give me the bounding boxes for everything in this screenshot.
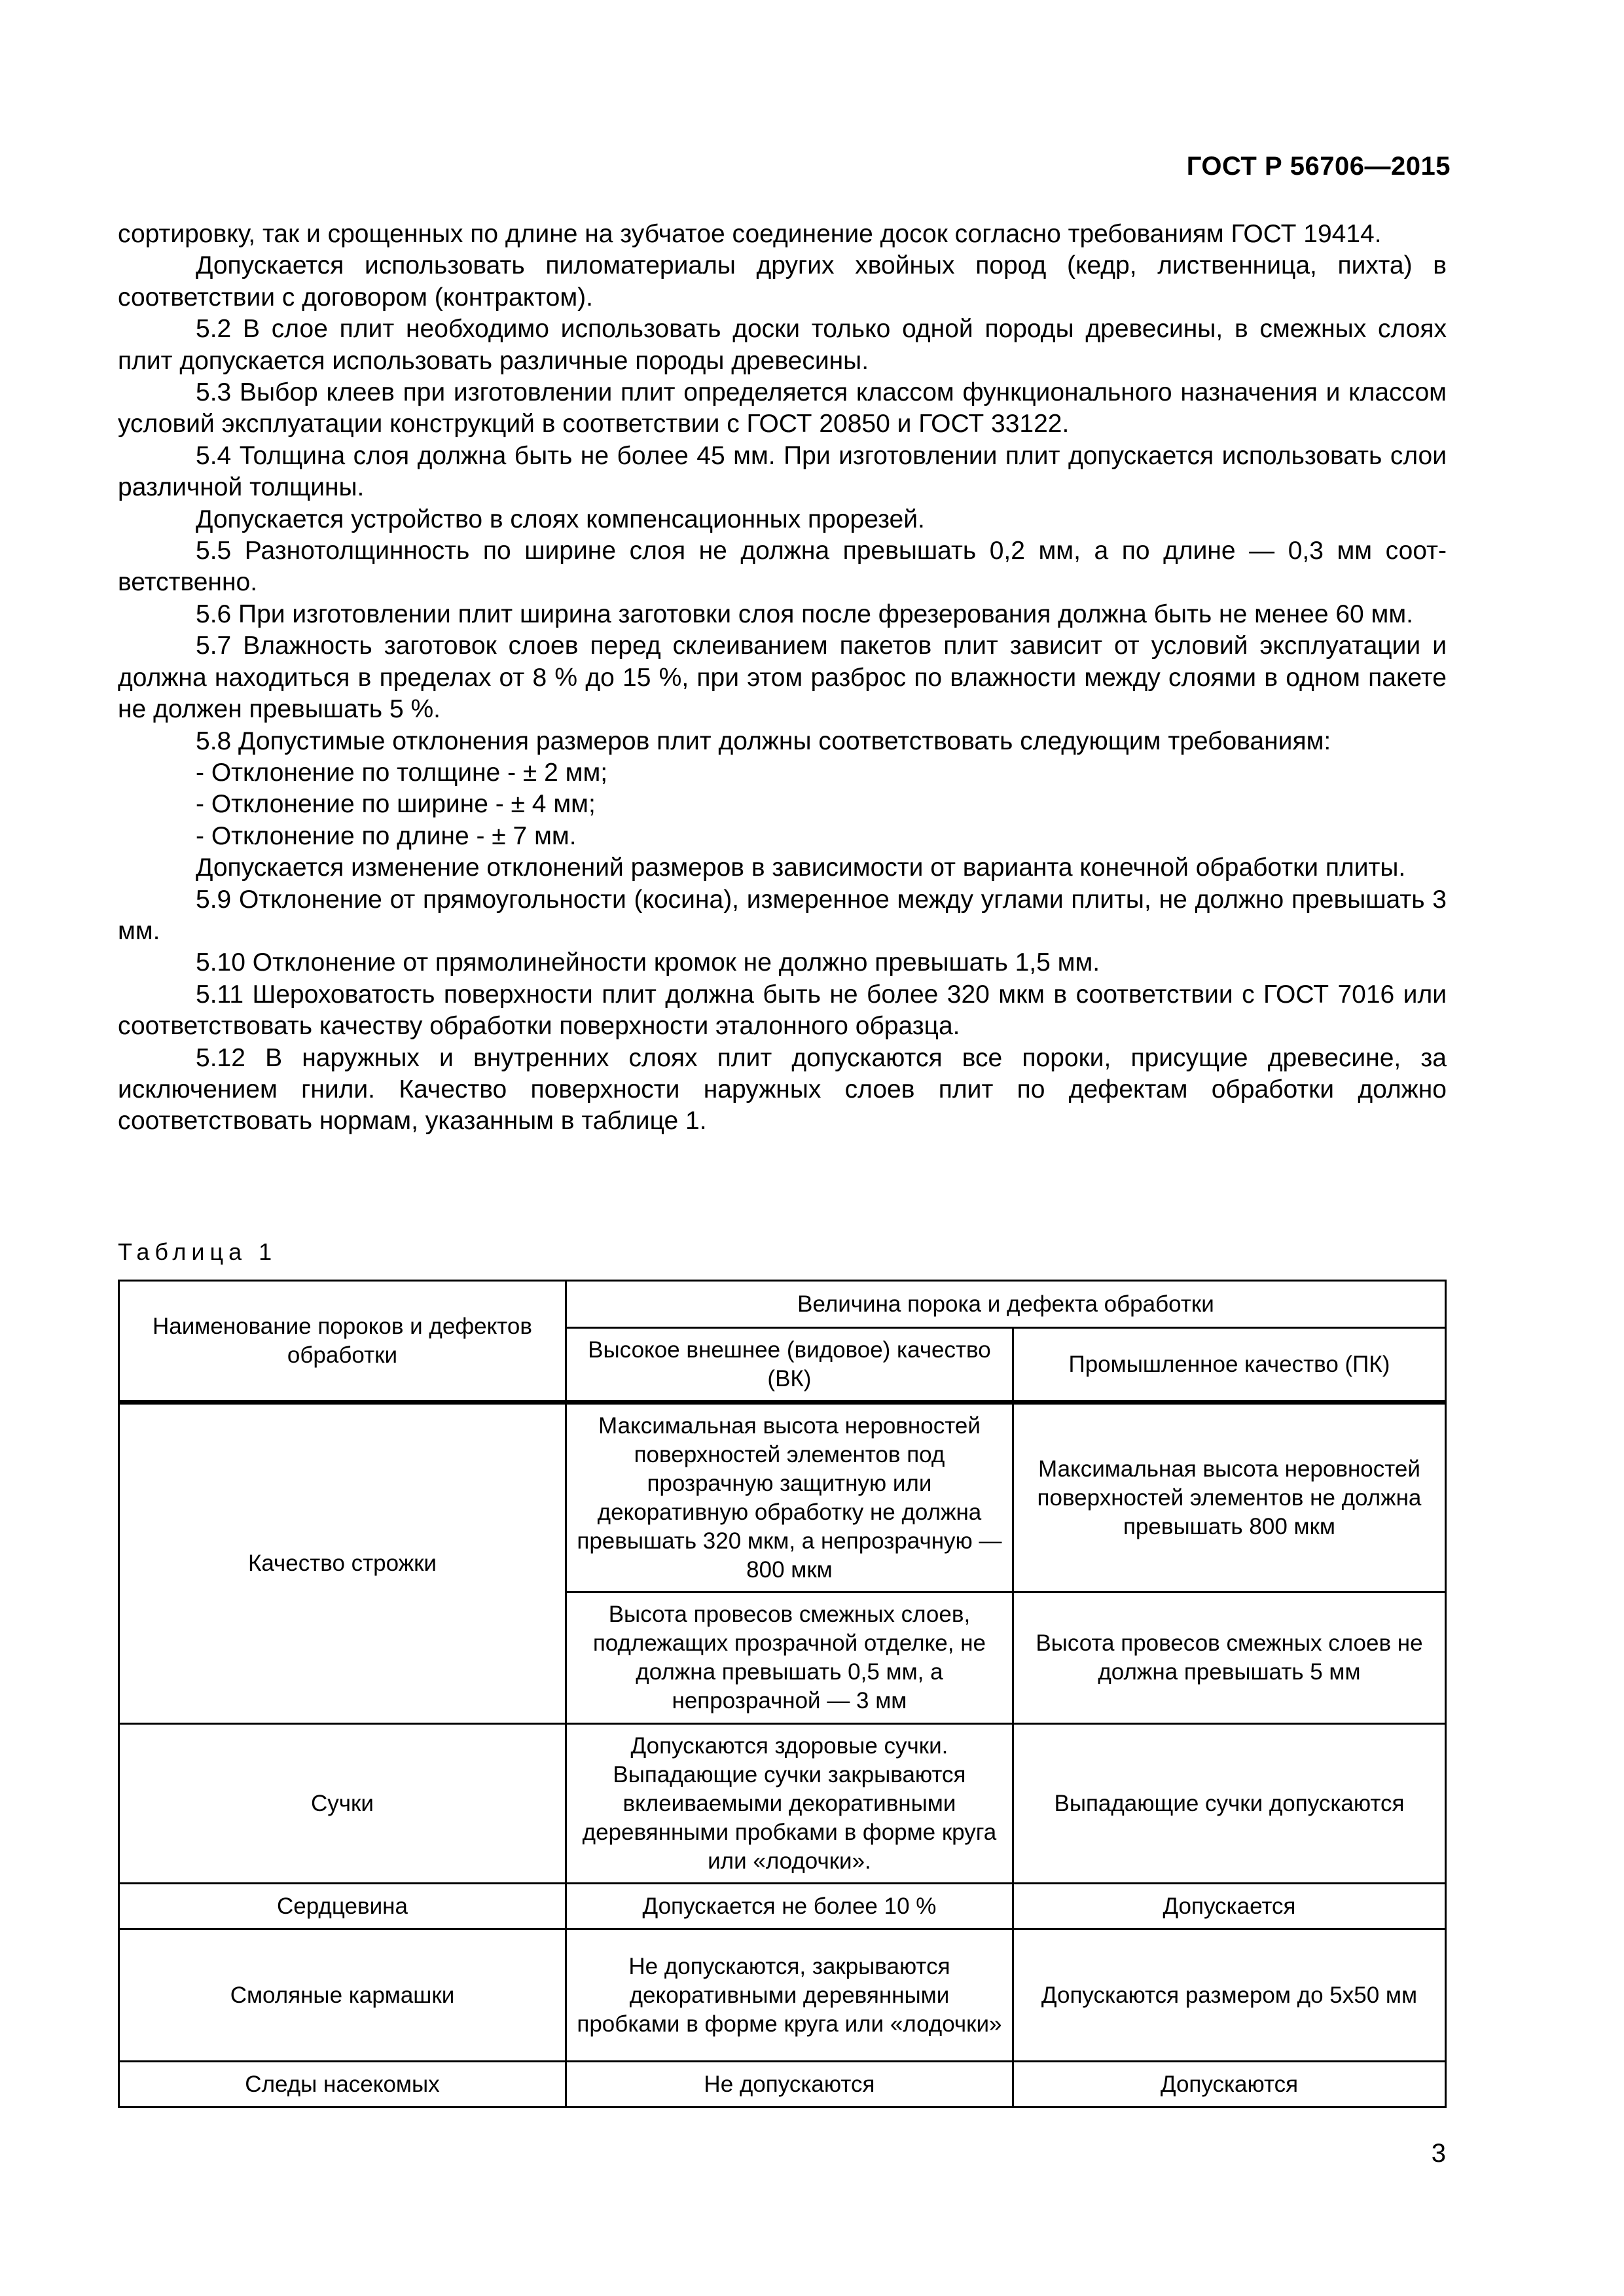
defects-table bbox=[118, 1280, 1447, 2108]
table-cell-vk: Не допускаются bbox=[566, 2062, 1013, 2108]
table-cell-vk: Максимальная высота неровностей поверхностей элементов под прозрачную защитную или декоративную обработку не должна превышать 320 мкм, а непрозрачную — 800 мкм bbox=[566, 1403, 1013, 1592]
body-paragraph: 5.7 Влажность заготовок слоев перед склеиванием пакетов плит зависит от условий эксплуатации и должна находиться в пределах от 8 % до 15 %, при этом разброс по влажности между слоями в одном пакете не должен превышать 5 %. bbox=[118, 632, 1447, 724]
table-cell-pk: Выпадающие сучки допускаются bbox=[1013, 1724, 1445, 1884]
body-paragraph: - Отклонение по толщине - ± 2 мм; bbox=[196, 758, 608, 787]
table-header-industrial-quality: Промышленное качество (ПК) bbox=[1013, 1328, 1445, 1403]
body-paragraph: 5.10 Отклонение от прямолинейности кромок не должно превышать 1,5 мм. bbox=[196, 948, 1100, 977]
body-paragraph: 5.8 Допустимые отклонения размеров плит должны соответствовать следующим требованиям: bbox=[196, 726, 1331, 755]
table-cell-defect-name: Следы насекомых bbox=[119, 2062, 566, 2108]
body-paragraph: 5.4 Толщина слоя должна быть не более 45 мм. При изготовлении плит допускается использовать слои различной толщины. bbox=[118, 441, 1447, 502]
table-header-high-quality: Высокое внешнее (видовое) качество (ВК) bbox=[566, 1328, 1013, 1403]
table-header-value-group: Величина порока и дефекта обработки bbox=[566, 1281, 1445, 1328]
body-paragraph: сортировку, так и срощенных по длине на зубчатое соединение досок согласно требованиям ГОСТ 19414. bbox=[118, 220, 1382, 248]
table-cell-defect-name: Смоляные кармашки bbox=[119, 1929, 566, 2062]
table-cell-pk: Высота провесов смежных слоев не должна превышать 5 мм bbox=[1013, 1592, 1445, 1724]
table-cell-defect-name: Сердцевина bbox=[119, 1884, 566, 1929]
body-paragraph: 5.3 Выбор клеев при изготовлении плит определяется классом функционального назначения и классом условий эксплуатации конструкций в соответствии с ГОСТ 20850 и ГОСТ 33122. bbox=[118, 378, 1447, 439]
body-paragraph: 5.5 Разнотолщинность по ширине слоя не должна превышать 0,2 мм, а по длине — 0,3 мм соответственно. bbox=[118, 537, 1447, 597]
body-paragraph: 5.9 Отклонение от прямоугольности (косина), измеренное между углами плиты, не должно превышать 3 мм. bbox=[118, 885, 1447, 945]
page-number: 3 bbox=[1431, 2139, 1446, 2168]
table-cell-vk: Высота провесов смежных слоев, подлежащих прозрачной отделке, не должна превышать 0,5 мм, а непрозрачной — 3 мм bbox=[566, 1592, 1013, 1724]
table-cell-pk: Допускаются bbox=[1013, 2062, 1445, 2108]
table-cell-pk: Допускаются размером до 5х50 мм bbox=[1013, 1929, 1445, 2062]
body-paragraph: Допускается изменение отклонений размеров в зависимости от варианта конечной обработки плиты. bbox=[196, 853, 1406, 882]
table-cell-pk: Допускается bbox=[1013, 1884, 1445, 1929]
table-header-defect-name: Наименование пороков и дефектов обработки bbox=[119, 1281, 566, 1403]
body-paragraph: Допускается устройство в слоях компенсационных прорезей. bbox=[196, 505, 925, 533]
table-cell-vk: Допускается не более 10 % bbox=[566, 1884, 1013, 1929]
table-caption: Таблица 1 bbox=[118, 1238, 278, 1265]
body-paragraph: Допускается использовать пиломатериалы других хвойных пород (кедр, лиственница, пихта) в соответствии с договором (контрактом). bbox=[118, 251, 1447, 312]
table-cell-pk: Максимальная высота неровностей поверхностей элементов не должна превышать 800 мкм bbox=[1013, 1403, 1445, 1592]
body-paragraph: 5.11 Шероховатость поверхности плит должна быть не более 320 мкм в соответствии с ГОСТ 7016 или соответствовать качеству обработки поверхности эталонного образца. bbox=[118, 980, 1447, 1041]
body-paragraph: 5.12 В наружных и внутренних слоях плит допускаются все пороки, присущие древесине, за исключением гнили. Качество поверхности наружных слоев плит по дефектам обработки должно соответствовать нормам, указанным в таблице 1. bbox=[118, 1043, 1447, 1136]
body-paragraph: 5.6 При изготовлении плит ширина заготовки слоя после фрезерования должна быть не менее 60 мм. bbox=[196, 600, 1414, 628]
body-text bbox=[118, 219, 1447, 1138]
body-paragraph: - Отклонение по ширине - ± 4 мм; bbox=[196, 790, 596, 819]
table-cell-vk: Допускаются здоровые сучки. Выпадающие сучки закрываются вклеиваемыми декоративными деревянными пробками в форме круга или «лодочки». bbox=[566, 1724, 1013, 1884]
table-cell-vk: Не допускаются, закрываются декоративными деревянными пробками в форме круга или «лодочки» bbox=[566, 1929, 1013, 2062]
document-header: ГОСТ Р 56706—2015 bbox=[1186, 152, 1451, 181]
table-cell-defect-name: Качество строжки bbox=[119, 1403, 566, 1724]
body-paragraph: - Отклонение по длине - ± 7 мм. bbox=[196, 821, 577, 850]
body-paragraph: 5.2 В слое плит необходимо использовать доски только одной породы древесины, в смежных слоях плит допускается использовать различные породы древесины. bbox=[118, 315, 1447, 375]
table-cell-defect-name: Сучки bbox=[119, 1724, 566, 1884]
